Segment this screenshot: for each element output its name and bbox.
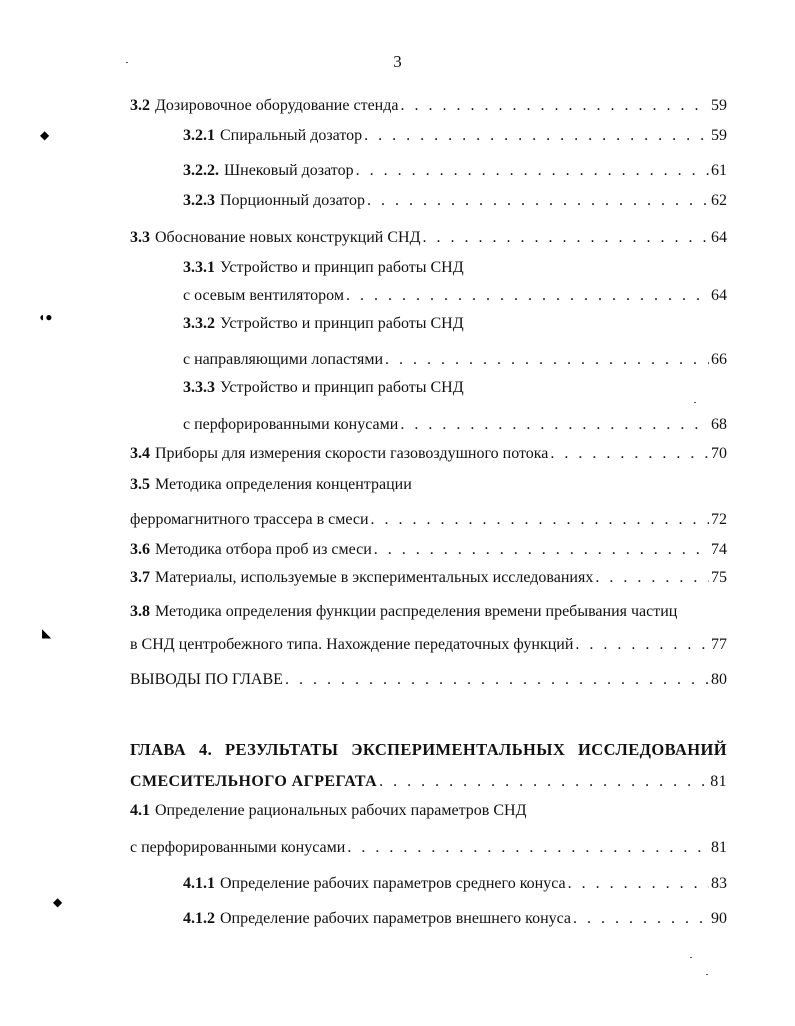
section-number: 3.3.3 <box>183 379 215 396</box>
section-title: Порционный дозатор <box>220 192 366 209</box>
section-number: 3.8 <box>130 603 150 620</box>
section-number: 4.1.1 <box>183 875 215 892</box>
toc-entry-3-3-1[interactable] <box>183 284 727 306</box>
page-ref: 90 <box>711 910 727 927</box>
dot-leader <box>371 510 709 530</box>
page-ref: 75 <box>711 569 727 586</box>
section-title: Методика определения функции распределения времени пребывания частиц <box>155 603 678 620</box>
dot-leader <box>550 444 709 464</box>
page-ref: 61 <box>711 162 727 179</box>
section-title: Определение рациональных рабочих параметров СНД <box>155 802 527 819</box>
dot-leader <box>573 909 709 929</box>
dot-leader <box>346 286 709 306</box>
section-title: Дозировочное оборудование стенда <box>155 97 399 114</box>
dot-leader <box>285 670 709 690</box>
section-number: 3.6 <box>130 541 150 558</box>
section-title: с перфорированными конусами <box>130 839 346 856</box>
toc-entry-3-3-2[interactable] <box>183 348 727 370</box>
toc-entry-3-3[interactable] <box>130 226 727 248</box>
section-title: Методика определения концентрации <box>155 476 412 493</box>
page-ref: 68 <box>711 416 727 433</box>
chapter-4-heading[interactable]: ГЛАВА 4. РЕЗУЛЬТАТЫ ЭКСПЕРИМЕНТАЛЬНЫХ ИССЛЕДОВАНИЙ <box>130 740 727 759</box>
dot-leader <box>347 838 709 858</box>
section-number: 3.2 <box>130 97 150 114</box>
page-ref: 72 <box>711 511 727 528</box>
section-title: с направляющими лопастями <box>183 351 384 368</box>
section-number: 3.2.3 <box>183 192 215 209</box>
toc-entry-3-2[interactable] <box>130 94 727 116</box>
scan-speck <box>126 62 128 63</box>
section-title: Определение рабочих параметров среднего конуса <box>220 875 566 892</box>
section-title: Материалы, используемые в экспериментальных исследованиях <box>155 569 594 586</box>
dot-leader <box>374 540 709 560</box>
page-ref: 83 <box>711 875 727 892</box>
section-number: 4.1 <box>130 802 150 819</box>
dot-leader <box>400 96 709 116</box>
section-number: 3.2.1 <box>183 127 215 144</box>
scan-speck <box>694 402 696 403</box>
toc-entry-3-4[interactable] <box>130 442 727 464</box>
page-ref: 74 <box>711 541 727 558</box>
scan-speck <box>706 974 708 975</box>
toc-entry-3-6[interactable] <box>130 538 727 560</box>
section-title: Шнековый дозатор <box>224 162 354 179</box>
binder-hole-mark: ◣ <box>42 626 52 640</box>
section-title: с перфорированными конусами <box>183 416 399 433</box>
dot-leader <box>385 350 709 370</box>
binder-hole-mark: ◆ <box>53 895 63 909</box>
section-title: Методика отбора проб из смеси <box>155 541 372 558</box>
dot-leader <box>423 228 710 248</box>
section-title: Устройство и принцип работы СНД <box>220 259 464 276</box>
toc-entry-3-3-3-heading[interactable] <box>183 378 464 398</box>
section-number: 3.3.2 <box>183 315 215 332</box>
toc-entry-3-2-3[interactable] <box>183 189 727 211</box>
section-title: ВЫВОДЫ ПО ГЛАВЕ <box>130 671 283 688</box>
toc-entry-3-8[interactable] <box>130 633 727 655</box>
section-title: Устройство и принцип работы СНД <box>220 315 464 332</box>
page-ref: 66 <box>711 351 727 368</box>
page-ref: 80 <box>711 671 727 688</box>
toc-entry-3-5[interactable] <box>130 508 727 530</box>
page-number: 3 <box>393 52 402 71</box>
toc-entry-3-3-3[interactable] <box>183 413 727 435</box>
page-ref: 77 <box>711 636 727 653</box>
section-number: 3.7 <box>130 569 150 586</box>
toc-entry-4-1[interactable] <box>130 836 727 858</box>
section-title: Определение рабочих параметров внешнего конуса <box>220 910 572 927</box>
binder-hole-mark: ◆ <box>40 128 50 142</box>
page-ref: 59 <box>711 127 727 144</box>
toc-entry-3-3-2-heading[interactable] <box>183 314 464 334</box>
toc-entry-3-8-heading[interactable] <box>130 602 677 622</box>
toc-entry-3-5-heading[interactable] <box>130 475 412 495</box>
section-number: 3.2.2. <box>183 162 219 179</box>
dot-leader <box>364 126 709 146</box>
dot-leader <box>568 874 709 894</box>
toc-entry-conclusions[interactable] <box>130 668 727 690</box>
page-ref: 62 <box>711 192 727 209</box>
page-ref: 59 <box>711 97 727 114</box>
section-title: Обоснование новых конструкций СНД <box>155 229 421 246</box>
section-title: СМЕСИТЕЛЬНОГО АГРЕГАТА <box>130 773 378 790</box>
toc-entry-3-3-1-heading[interactable] <box>183 258 464 278</box>
toc-entry-4-1-2[interactable] <box>183 907 727 929</box>
section-title: ферромагнитного трассера в смеси <box>130 511 369 528</box>
toc-entry-3-2-2[interactable] <box>183 159 727 181</box>
section-number: 3.3 <box>130 229 150 246</box>
section-title: Спиральный дозатор <box>220 127 363 144</box>
section-number: 3.3.1 <box>183 259 215 276</box>
toc-entry-3-7[interactable] <box>130 566 727 588</box>
toc-entry-chapter-4[interactable] <box>130 770 727 792</box>
dot-leader <box>356 161 709 181</box>
dot-leader <box>367 191 709 211</box>
page-ref: 81 <box>710 773 727 790</box>
section-title: в СНД центробежного типа. Нахождение передаточных функций <box>130 636 574 653</box>
section-number: 4.1.2 <box>183 910 215 927</box>
page-ref: 81 <box>711 839 727 856</box>
binder-hole-mark: ◖● <box>38 310 53 324</box>
scan-speck <box>690 957 692 958</box>
page-ref: 64 <box>711 229 727 246</box>
page-ref: 70 <box>711 445 727 462</box>
section-title: Устройство и принцип работы СНД <box>220 379 464 396</box>
section-number: 3.4 <box>130 445 150 462</box>
toc-entry-4-1-heading[interactable] <box>130 801 527 821</box>
toc-entry-4-1-1[interactable] <box>183 872 727 894</box>
section-title: с осевым вентилятором <box>183 287 344 304</box>
dot-leader <box>379 772 708 792</box>
dot-leader <box>400 415 709 435</box>
toc-entry-3-2-1[interactable] <box>183 124 727 146</box>
dot-leader <box>595 568 709 588</box>
page-ref: 64 <box>711 287 727 304</box>
section-number: 3.5 <box>130 476 150 493</box>
dot-leader <box>575 635 709 655</box>
section-title: Приборы для измерения скорости газовоздушного потока <box>155 445 549 462</box>
